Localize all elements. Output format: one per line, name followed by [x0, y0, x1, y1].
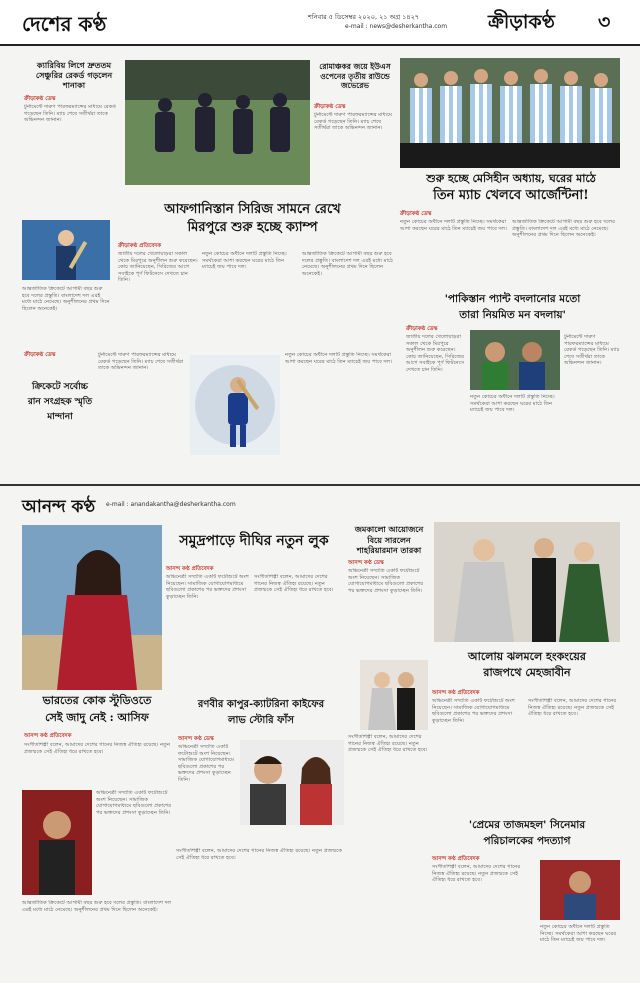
story-text: সংগীতশিল্পী বলেন, আমাদের দেশের গানের নিজস্ব ঐতিহ্য রয়েছে। নতুন প্রজন্মকে সেই ঐতিহ্য ধরে রাখতে হবে।	[24, 742, 171, 755]
story-text: আন্তর্জাতিক ক্রিকেটে আগামী বছর শুরু হবে দলের প্রস্তুতি। বাংলাদেশ দল এরই মধ্যে মাঠে নেমেছে। অনুশীলনের প্রথম দিনে ছিলেন অনেকেই।	[22, 286, 110, 312]
headline-pakistan-1: 'পাকিস্তান প্যান্ট বদলানোর মতো	[444, 293, 581, 305]
headline-shahriar: জমকালো আয়োজনে বিয়ে সারলেন শাহরিয়ারমান তারকা	[354, 524, 424, 555]
byline-mehjabin: আনন্দ কণ্ঠ প্রতিবেদক	[432, 690, 480, 696]
story-text: সংগীতশিল্পী বলেন, আমাদের দেশের গানের নিজস্ব ঐতিহ্য রয়েছে। নতুন প্রজন্মকে সেই ঐতিহ্য ধরে রাখতে হবে।	[432, 864, 521, 884]
headline-ranbir-2: লাভ স্টোরি ফাঁস	[228, 715, 294, 726]
story-text: নতুন কোচের অধীনে দলটি প্রস্তুতি নিচ্ছে। সমর্থকেরা আশা করছেন ঘরের মাঠে তিন ম্যাচেই জয় পাবে দল।	[285, 352, 392, 365]
headline-messi-1: শুরু হচ্ছে মেসিহীন অধ্যায়, ঘরের মাঠে	[426, 172, 596, 185]
headline-cricket-memory: ক্রিকেটে সর্বোচ্চ রান সংগ্রহক স্মৃতি মান্দানা	[27, 382, 93, 422]
date-line: শনিবার ৫ ডিসেম্বর ২০২০, ২১ অগ্র ১৪২৭	[308, 13, 420, 21]
story-text: সংগীতশিল্পী বলেন, আমাদের দেশের গানের নিজস্ব ঐতিহ্য রয়েছে। নতুন প্রজন্মকে সেই ঐতিহ্য ধরে রাখতে হবে।	[528, 698, 617, 718]
headline-afghanistan-2: মিরপুরে শুরু হচ্ছে ক্যাম্প	[187, 220, 318, 235]
photo-wedding-couple	[434, 522, 620, 642]
byline-messi: ক্রীড়াকণ্ঠ ডেস্ক	[400, 211, 432, 217]
story-text: অভিনেত্রী সম্প্রতি একটি ফটোশুটে অংশ নিয়েছেন। সামাজিক যোগাযোগমাধ্যমে ছবিগুলো প্রকাশের পর ভক্তদের প্রশংসা কুড়াচ্ছেন তিনি।	[178, 744, 234, 783]
photo-pakistan-players	[470, 330, 560, 390]
ananda-email: e-mail : anandakantha@desherkantha.com	[106, 501, 236, 508]
headline-mehjabin-1: আলোয় ঝলমলে হংকংয়ের	[468, 650, 586, 663]
byline-afghanistan: ক্রীড়াকণ্ঠ প্রতিবেদক	[118, 243, 162, 249]
photo-argentina-team	[400, 58, 620, 168]
newspaper-title: দেশের কণ্ঠ	[22, 12, 107, 36]
headline-tajmahal-2: পরিচালকের পদত্যাগ	[483, 835, 571, 847]
story-text: টুর্নামেন্টে দারুণ পারফরম্যান্সের মাধ্যমে রেকর্ড গড়েছেন তিনি। ম্যাচ শেষে সতীর্থরা তাকে অভিনন্দন জানান।	[314, 112, 393, 132]
headline-messi-2: তিন ম্যাচ খেলবে আর্জেন্টিনা!	[433, 188, 589, 203]
header-email: e-mail : news@desherkantha.com	[345, 23, 448, 30]
headline-mehjabin-2: রাজপথে মেহজাবীন	[483, 666, 571, 679]
photo-batter	[190, 355, 280, 455]
byline-ranbir: আনন্দ কণ্ঠ ডেস্ক	[178, 736, 214, 742]
headline-dighi: সমুদ্রপাড়ে দীঘির নতুন লুক	[179, 533, 329, 549]
story-text: অভিনেত্রী সম্প্রতি একটি ফটোশুটে অংশ নিয়েছেন। সামাজিক যোগাযোগমাধ্যমে ছবিগুলো প্রকাশের পর ভক্তদের প্রশংসা কুড়াচ্ছেন তিনি।	[96, 790, 172, 816]
photo-dighi	[22, 525, 162, 690]
headline-pakistan-2: তারা নিয়মিত মন বদলায়'	[459, 309, 566, 321]
section-divider	[0, 484, 640, 486]
photo-shanaka	[22, 220, 110, 280]
story-text: টুর্নামেন্টে দারুণ পারফরম্যান্সের মাধ্যমে রেকর্ড গড়েছেন তিনি। ম্যাচ শেষে সতীর্থরা তাকে অভিনন্দন জানান।	[564, 334, 620, 367]
byline-dighi: আনন্দ কণ্ঠ প্রতিবেদক	[166, 566, 214, 572]
photo-asif	[22, 790, 92, 895]
story-text: টুর্নামেন্টে দারুণ পারফরম্যান্সের মাধ্যমে রেকর্ড গড়েছেন তিনি। ম্যাচ শেষে সতীর্থরা তাকে অভিনন্দন জানান।	[98, 352, 184, 372]
byline-shanaka: ক্রীড়াকণ্ঠ ডেস্ক	[24, 96, 56, 102]
ananda-section-title: আনন্দ কণ্ঠ	[22, 497, 96, 517]
headline-ranbir-1: রণবীর কাপুর-ক্যাটরিনা কাইফের	[197, 699, 325, 710]
story-text: অভিনেত্রী সম্প্রতি একটি ফটোশুটে অংশ নিয়েছেন। সামাজিক যোগাযোগমাধ্যমে ছবিগুলো প্রকাশের পর ভক্তদের প্রশংসা কুড়াচ্ছেন তিনি।	[166, 574, 249, 600]
headline-shanaka: ক্যারিবিয় লিগে দ্রুততম সেঞ্চুরির রেকর্ড গড়লেন শানাকা	[35, 60, 113, 90]
page-number: ৩	[598, 11, 611, 33]
story-text: আন্তর্জাতিক ক্রিকেটে আগামী বছর শুরু হবে দলের প্রস্তুতি। বাংলাদেশ দল এরই মধ্যে মাঠে নেমেছে। অনুশীলনের প্রথম দিনে ছিলেন অনেকেই।	[512, 219, 615, 239]
story-text: জাতীয় দলের খেলোয়াড়রা সকাল থেকে মিরপুরে অনুশীলন শুরু করেছেন। কোচ জানিয়েছেন, সিরিজের আগে সবাইকে পূর্ণ ফিটনেসে দেখতে চান তিনি।	[118, 251, 198, 284]
story-text: নতুন কোচের অধীনে দলটি প্রস্তুতি নিচ্ছে। সমর্থকেরা আশা করছেন ঘরের মাঠে তিন ম্যাচেই জয় পাবে দল।	[400, 219, 507, 232]
byline-pakistan: ক্রীড়াকণ্ঠ ডেস্ক	[406, 326, 438, 332]
story-text: টুর্নামেন্টে দারুণ পারফরম্যান্সের মাধ্যমে রেকর্ড গড়েছেন তিনি। ম্যাচ শেষে সতীর্থরা তাকে অভিনন্দন জানান।	[24, 104, 117, 124]
headline-afghanistan-1: আফগানিস্তান সিরিজ সামনে রেখে	[164, 202, 341, 217]
page-header	[0, 0, 640, 46]
byline-romanchakar: ক্রীড়াকণ্ঠ ডেস্ক	[314, 104, 346, 110]
story-text: আন্তর্জাতিক ক্রিকেটে আগামী বছর শুরু হবে দলের প্রস্তুতি। বাংলাদেশ দল এরই মধ্যে মাঠে নেমেছে। অনুশীলনের প্রথম দিনে ছিলেন অনেকেই।	[22, 900, 172, 913]
byline-asif: আনন্দ কণ্ঠ প্রতিবেদক	[24, 733, 72, 739]
story-text: অভিনেত্রী সম্প্রতি একটি ফটোশুটে অংশ নিয়েছেন। সামাজিক যোগাযোগমাধ্যমে ছবিগুলো প্রকাশের পর ভক্তদের প্রশংসা কুড়াচ্ছেন তিনি।	[348, 568, 424, 594]
story-text: নতুন কোচের অধীনে দলটি প্রস্তুতি নিচ্ছে। সমর্থকেরা আশা করছেন ঘরের মাঠে তিন ম্যাচেই জয় পাবে দল।	[202, 251, 287, 271]
photo-director	[540, 860, 620, 920]
story-text: সংগীতশিল্পী বলেন, আমাদের দেশের গানের নিজস্ব ঐতিহ্য রয়েছে। নতুন প্রজন্মকে সেই ঐতিহ্য ধরে রাখতে হবে।	[254, 574, 334, 594]
byline-shahriar: আনন্দ কণ্ঠ ডেস্ক	[348, 560, 384, 566]
story-text: অভিনেত্রী সম্প্রতি একটি ফটোশুটে অংশ নিয়েছেন। সামাজিক যোগাযোগমাধ্যমে ছবিগুলো প্রকাশের পর ভক্তদের প্রশংসা কুড়াচ্ছেন তিনি।	[432, 698, 515, 724]
story-text: জাতীয় দলের খেলোয়াড়রা সকাল থেকে মিরপুরে অনুশীলন শুরু করেছেন। কোচ জানিয়েছেন, সিরিজের আগে সবাইকে পূর্ণ ফিটনেসে দেখতে চান তিনি।	[406, 334, 465, 373]
byline-tajmahal: আনন্দ কণ্ঠ প্রতিবেদক	[432, 856, 480, 862]
story-text: সংগীতশিল্পী বলেন, আমাদের দেশের গানের নিজস্ব ঐতিহ্য রয়েছে। নতুন প্রজন্মকে সেই ঐতিহ্য ধরে রাখতে হবে।	[176, 848, 342, 861]
byline-cricket-memory: ক্রীড়াকণ্ঠ ডেস্ক	[24, 352, 56, 358]
headline-asif-2: সেই জাদু নেই : আসিফ	[45, 711, 149, 724]
story-text: নতুন কোচের অধীনে দলটি প্রস্তুতি নিচ্ছে। সমর্থকেরা আশা করছেন ঘরের মাঠে তিন ম্যাচেই জয় পাবে দল।	[470, 394, 555, 414]
section-title: ক্রীড়াকণ্ঠ	[488, 11, 555, 33]
story-text: সংগীতশিল্পী বলেন, আমাদের দেশের গানের নিজস্ব ঐতিহ্য রয়েছে। নতুন প্রজন্মকে সেই ঐতিহ্য ধরে রাখতে হবে।	[348, 734, 428, 754]
story-text: নতুন কোচের অধীনে দলটি প্রস্তুতি নিচ্ছে। সমর্থকেরা আশা করছেন ঘরের মাঠে তিন ম্যাচেই জয় পাবে দল।	[540, 924, 617, 944]
headline-asif-1: ভারতের কোক স্টুডিওতে	[42, 694, 152, 707]
headline-romanchakar: রোমাঞ্চকর জয়ে ইউএস ওপেনের তৃতীয় রাউন্ডে জভেরেভ	[319, 62, 391, 90]
headline-tajmahal-1: 'প্রেমের তাজমহল' সিনেমার	[468, 819, 586, 831]
photo-ranbir-katrina	[240, 740, 344, 825]
photo-players-training	[125, 60, 310, 185]
story-text: আন্তর্জাতিক ক্রিকেটে আগামী বছর শুরু হবে দলের প্রস্তুতি। বাংলাদেশ দল এরই মধ্যে মাঠে নেমেছে। অনুশীলনের প্রথম দিনে ছিলেন অনেকেই।	[302, 251, 393, 277]
photo-couple-small	[360, 660, 428, 730]
